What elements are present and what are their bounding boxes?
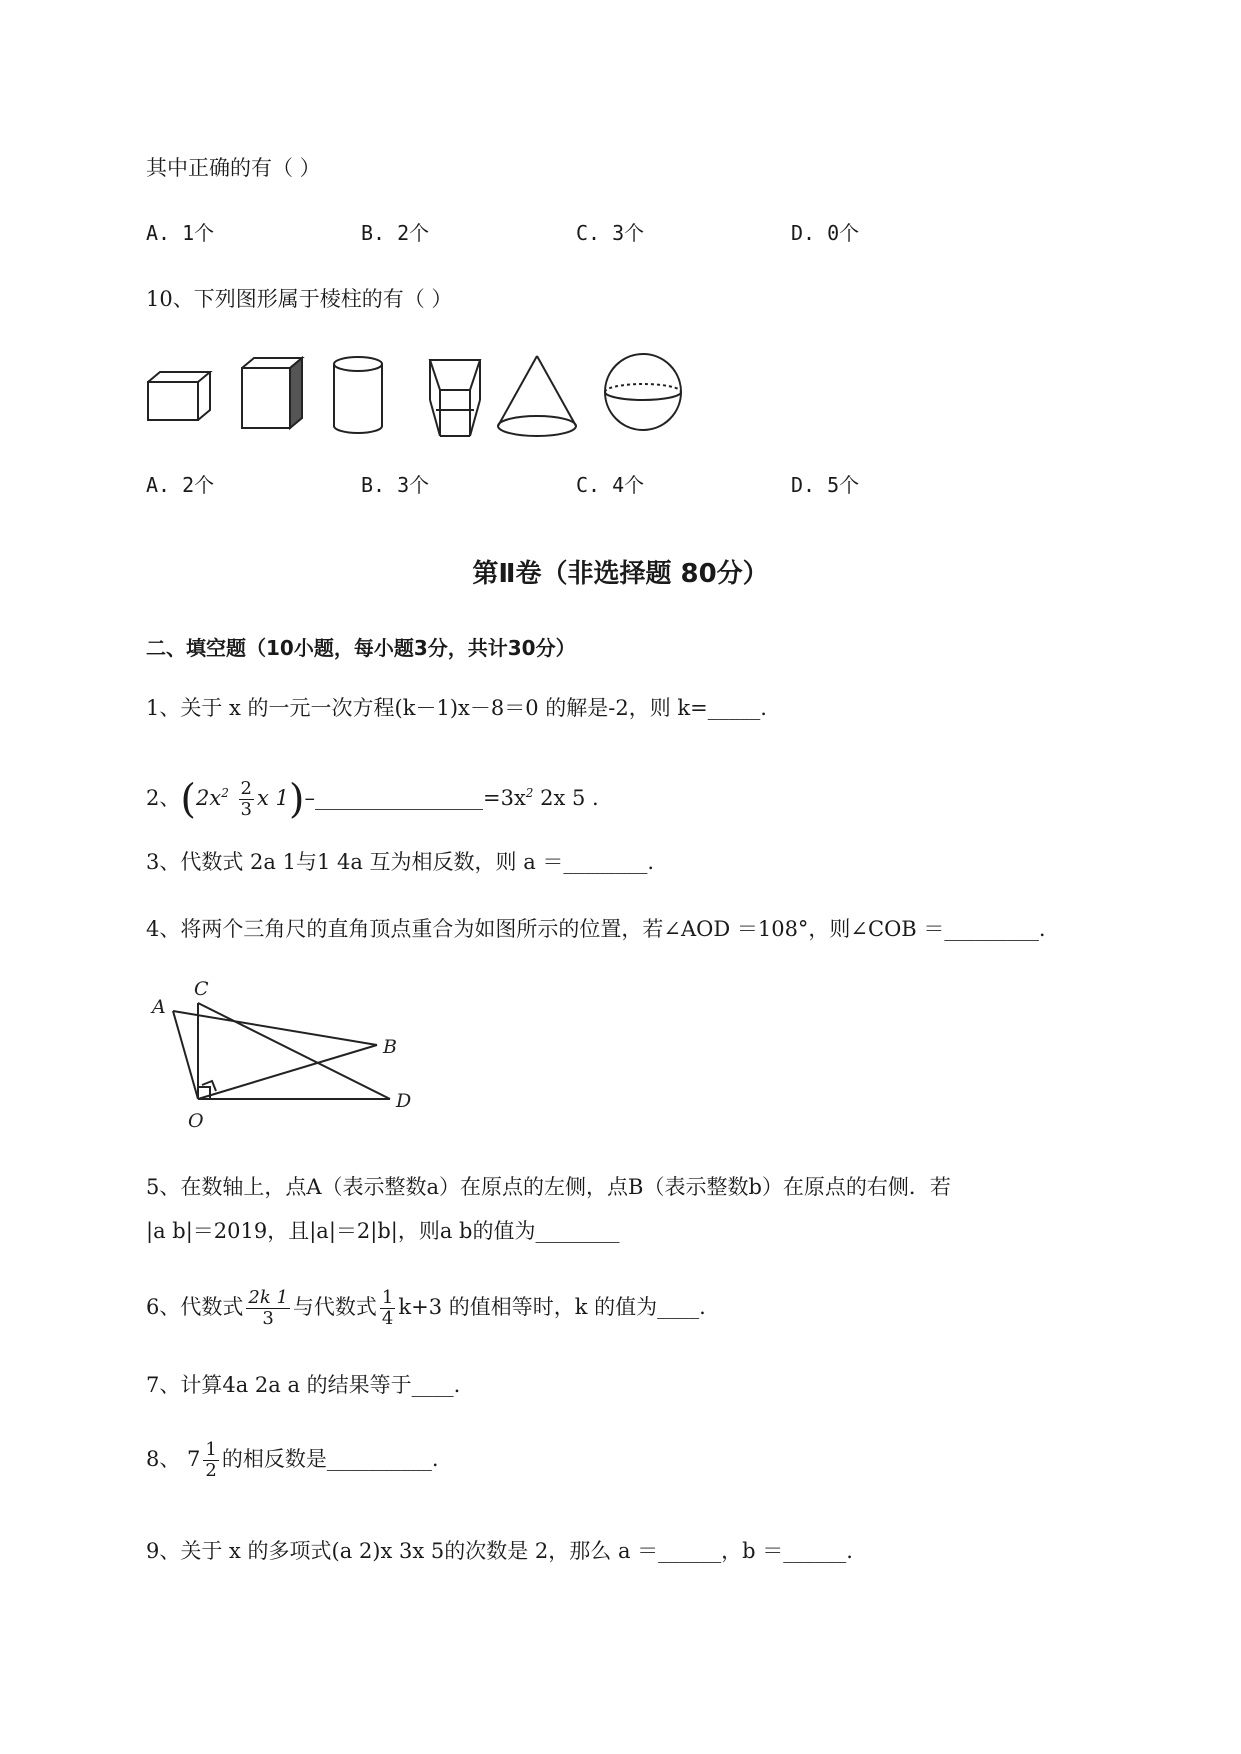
q6-fraction-1: $\frac{2k 1}{3}$ <box>248 1287 288 1329</box>
label-b: B <box>383 1036 397 1058</box>
segment-ob <box>198 1045 377 1099</box>
fill-q2 <box>146 768 599 825</box>
label-d: D <box>396 1090 412 1112</box>
label-o: O <box>188 1110 204 1132</box>
fill-q6 <box>146 1281 706 1333</box>
q2-middle: –________________=3x <box>304 786 526 810</box>
fill-q4: 4、将两个三角尺的直角顶点重合为如图所示的位置，若∠AOD ＝108°，则∠COB ＝_________. <box>146 917 1046 941</box>
q9-tail-stem: 其中正确的有（ ） <box>146 156 321 180</box>
frustum-prism-shape <box>430 360 480 436</box>
segment-oa <box>173 1011 198 1099</box>
fill-q9: 9、关于 x 的多项式(a 2)x 3x 5的次数是 2，那么 a ＝______，b ＝______. <box>146 1539 853 1563</box>
cuboid-flat-shape <box>148 372 210 420</box>
q2-term2: x 1 <box>256 786 289 810</box>
q2-term1: 2x <box>195 786 222 810</box>
q6-mid: 与代数式 <box>292 1295 377 1319</box>
q2-sup1: 2 <box>221 786 229 800</box>
q2-open-paren: ( <box>180 776 196 823</box>
q4-triangle-figure <box>140 975 440 1135</box>
q10-option-c: C. 4个 <box>576 473 645 497</box>
cone-shape <box>498 356 576 436</box>
fill-q5-line1: 5、在数轴上，点A（表示整数a）在原点的左侧，点B（表示整数b）在原点的右侧．若 <box>146 1175 951 1199</box>
q10-option-d: D. 5个 <box>791 473 860 497</box>
q6-prefix: 6、代数式 <box>146 1295 244 1319</box>
fill-q5-line2: |a b|＝2019，且|a|＝2|b|，则a b的值为________ <box>146 1219 620 1243</box>
q2-prefix: 2、 <box>146 786 181 810</box>
q2-close-paren: ) <box>288 776 305 823</box>
q2-sup2: 2 <box>525 786 534 800</box>
q6-fraction-2: $\frac{1}{4}$ <box>381 1287 394 1329</box>
cuboid-tall-shape <box>242 358 302 428</box>
q10-option-b: B. 3个 <box>361 473 430 497</box>
fill-q8 <box>146 1433 439 1485</box>
q10-stem: 10、下列图形属于棱柱的有（ ） <box>146 287 453 311</box>
q9-option-d: D. 0个 <box>791 221 860 245</box>
q9-option-c: C. 3个 <box>576 221 645 245</box>
q8-prefix: 8、 7 <box>146 1447 201 1471</box>
fill-q7: 7、计算4a 2a a 的结果等于____. <box>146 1373 461 1397</box>
q8-tail: 的相反数是__________. <box>221 1447 439 1471</box>
q9-option-b: B. 2个 <box>361 221 430 245</box>
q2-fraction: $\frac{2}{3}$ <box>240 778 252 820</box>
part2-title: 第Ⅱ卷（非选择题 80分） <box>472 559 769 589</box>
segment-cd <box>198 1003 390 1099</box>
label-c: C <box>194 978 209 1000</box>
label-a: A <box>152 996 166 1018</box>
cylinder-shape <box>334 357 382 433</box>
q2-tail: 2x 5 . <box>533 786 599 810</box>
q10-option-a: A. 2个 <box>146 473 215 497</box>
sphere-shape <box>605 354 681 430</box>
section-title: 二、填空题（10小题，每小题3分，共计30分） <box>146 636 576 660</box>
fill-q1: 1、关于 x 的一元一次方程(k－1)x－8＝0 的解是-2，则 k=_____. <box>146 696 767 720</box>
segment-ab <box>173 1011 377 1045</box>
q10-shapes-figure <box>140 350 700 450</box>
q8-fraction: $\frac{1}{2}$ <box>205 1439 217 1481</box>
q6-tail: k+3 的值相等时，k 的值为____. <box>398 1295 706 1319</box>
q9-option-a: A. 1个 <box>146 221 215 245</box>
fill-q3: 3、代数式 2a 1与1 4a 互为相反数，则 a ＝________. <box>146 850 655 874</box>
